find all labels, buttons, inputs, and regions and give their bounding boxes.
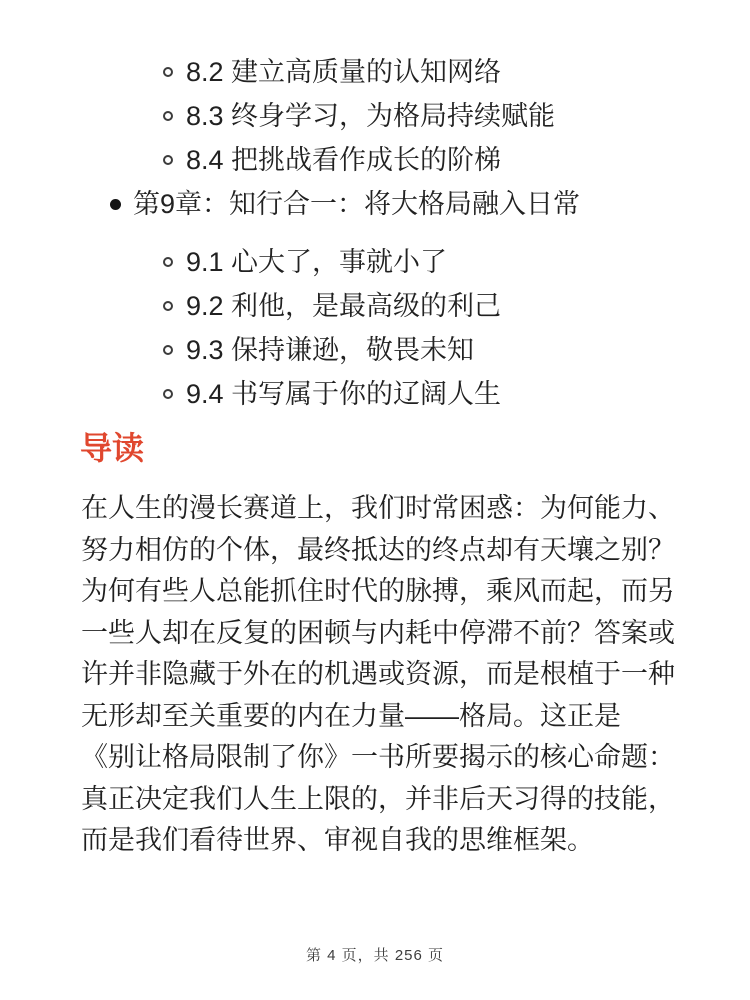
toc-item-label: 9.1 心大了，事就小了 (186, 247, 448, 277)
toc-item-label: 8.3 终身学习，为格局持续赋能 (186, 101, 556, 131)
toc-item-9-2 (163, 292, 750, 320)
toc-item-9-1 (163, 248, 750, 276)
intro-paragraph-line: 一些人却在反复的困顿与内耗中停滞不前？答案或 (81, 617, 675, 648)
toc-item-8-3 (163, 102, 750, 130)
toc-chapter-label: 第9章：知行合一：将大格局融入日常 (133, 189, 581, 219)
toc-item-8-4 (163, 146, 750, 174)
circle-bullet-icon (163, 257, 173, 267)
disc-bullet-icon (110, 199, 121, 210)
page-number-indicator: 第 4 页，共 256 页 (305, 947, 445, 964)
toc-item-label: 9.2 利他，是最高级的利己 (186, 291, 502, 321)
intro-paragraph-line: 为何有些人总能抓住时代的脉搏，乘风而起，而另 (81, 576, 675, 606)
toc-item-label: 9.3 保持谦逊，敬畏未知 (186, 335, 475, 365)
intro-paragraph-line: 在人生的漫长赛道上，我们时常困惑：为何能力、 (81, 493, 675, 523)
toc-item-chapter-9 (110, 190, 750, 218)
intro-paragraph-line: 无形却至关重要的内在力量——格局。这正是 (81, 700, 621, 731)
circle-bullet-icon (163, 389, 173, 399)
toc-item-9-3 (163, 336, 750, 364)
circle-bullet-icon (163, 111, 173, 121)
intro-paragraph-line: 许并非隐藏于外在的机遇或资源，而是根植于一种 (81, 659, 675, 689)
intro-paragraph-line: 努力相仿的个体，最终抵达的终点却有天壤之别？ (81, 534, 675, 565)
toc-item-label: 8.2 建立高质量的认知网络 (186, 57, 502, 87)
intro-paragraph-line: 而是我们看待世界、审视自我的思维框架。 (81, 825, 594, 855)
toc-item-9-4 (163, 380, 750, 408)
circle-bullet-icon (163, 345, 173, 355)
section-heading: 导读 (80, 430, 145, 466)
circle-bullet-icon (163, 301, 173, 311)
intro-paragraph-line: 《别让格局限制了你》一书所要揭示的核心命题： (81, 742, 675, 772)
toc-item-label: 9.4 书写属于你的辽阔人生 (186, 379, 502, 409)
table-of-contents (0, 0, 750, 408)
circle-bullet-icon (163, 67, 173, 77)
toc-item-label: 8.4 把挑战看作成长的阶梯 (186, 145, 502, 175)
intro-paragraph (81, 488, 681, 862)
intro-paragraph-line: 真正决定我们人生上限的，并非后天习得的技能， (81, 783, 675, 814)
toc-item-8-2 (163, 58, 750, 86)
circle-bullet-icon (163, 155, 173, 165)
